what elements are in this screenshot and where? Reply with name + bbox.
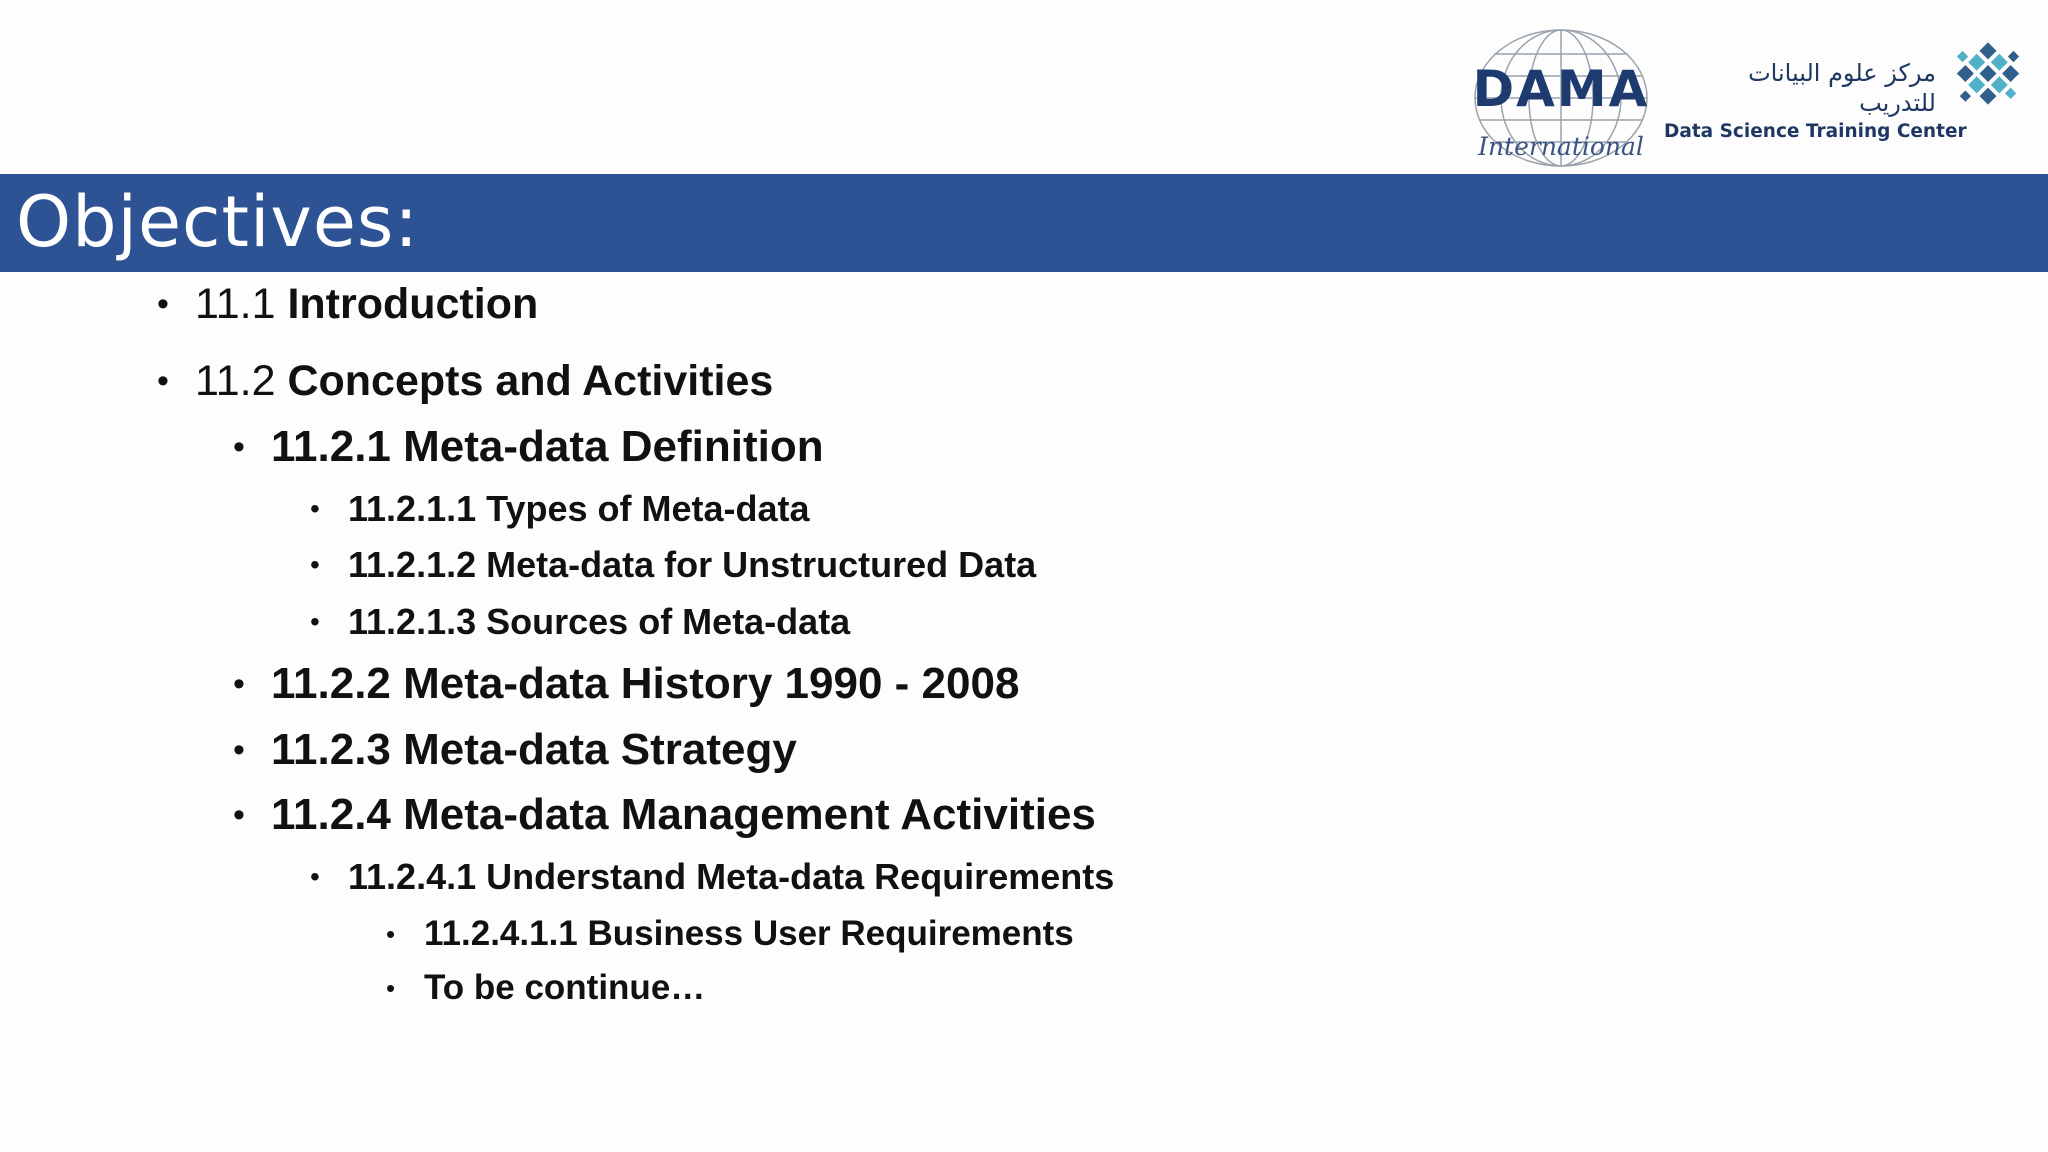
outline-item-label: 11.2.1 Meta-data Definition [271,422,824,471]
outline-item-label: 11.2.3 Meta-data Strategy [271,725,797,774]
bullet-icon: • [386,919,396,949]
bullet-icon: • [310,549,320,580]
outline-item-label: 11.2.4.1.1 Business User Requirements [424,914,1074,953]
bullet-icon: • [233,796,245,834]
outline-item-label: 11.2.1.2 Meta-data for Unstructured Data [348,544,1037,585]
outline-item-label: 11.2.4.1 Understand Meta-data Requirements [348,856,1115,897]
outline-item-label: 11.2.1.3 Sources of Meta-data [348,601,851,642]
bullet-icon: • [386,973,396,1003]
bullet-icon: • [157,285,169,323]
outline-item-number: 11.2 [195,357,288,405]
outline-item-label: Concepts and Activities [287,357,774,405]
bullet-icon: • [233,665,245,703]
slide-title: Objectives: [16,181,419,263]
dama-subtitle: International [1478,132,1644,161]
outline-item-label: Introduction [287,280,539,328]
bullet-icon: • [310,493,320,524]
training-center-arabic-name: مركز علوم البيانات للتدريب [1748,59,1936,117]
bullet-icon: • [310,606,320,637]
outline-item-number: 11.1 [195,280,288,328]
outline-item-label: 11.2.1.1 Types of Meta-data [348,488,810,529]
training-center-english-name: Data Science Training Center [1664,121,1967,142]
bullet-icon: • [233,731,245,769]
bullet-icon: • [310,861,320,892]
outline-item-label: 11.2.2 Meta-data History 1990 - 2008 [271,659,1020,708]
bullet-icon: • [157,362,169,400]
outline-item-label: To be continue… [424,968,706,1007]
outline-item-label: 11.2.4 Meta-data Management Activities [271,790,1096,839]
dama-wordmark: DAMA [1472,60,1650,118]
bullet-icon: • [233,428,245,466]
